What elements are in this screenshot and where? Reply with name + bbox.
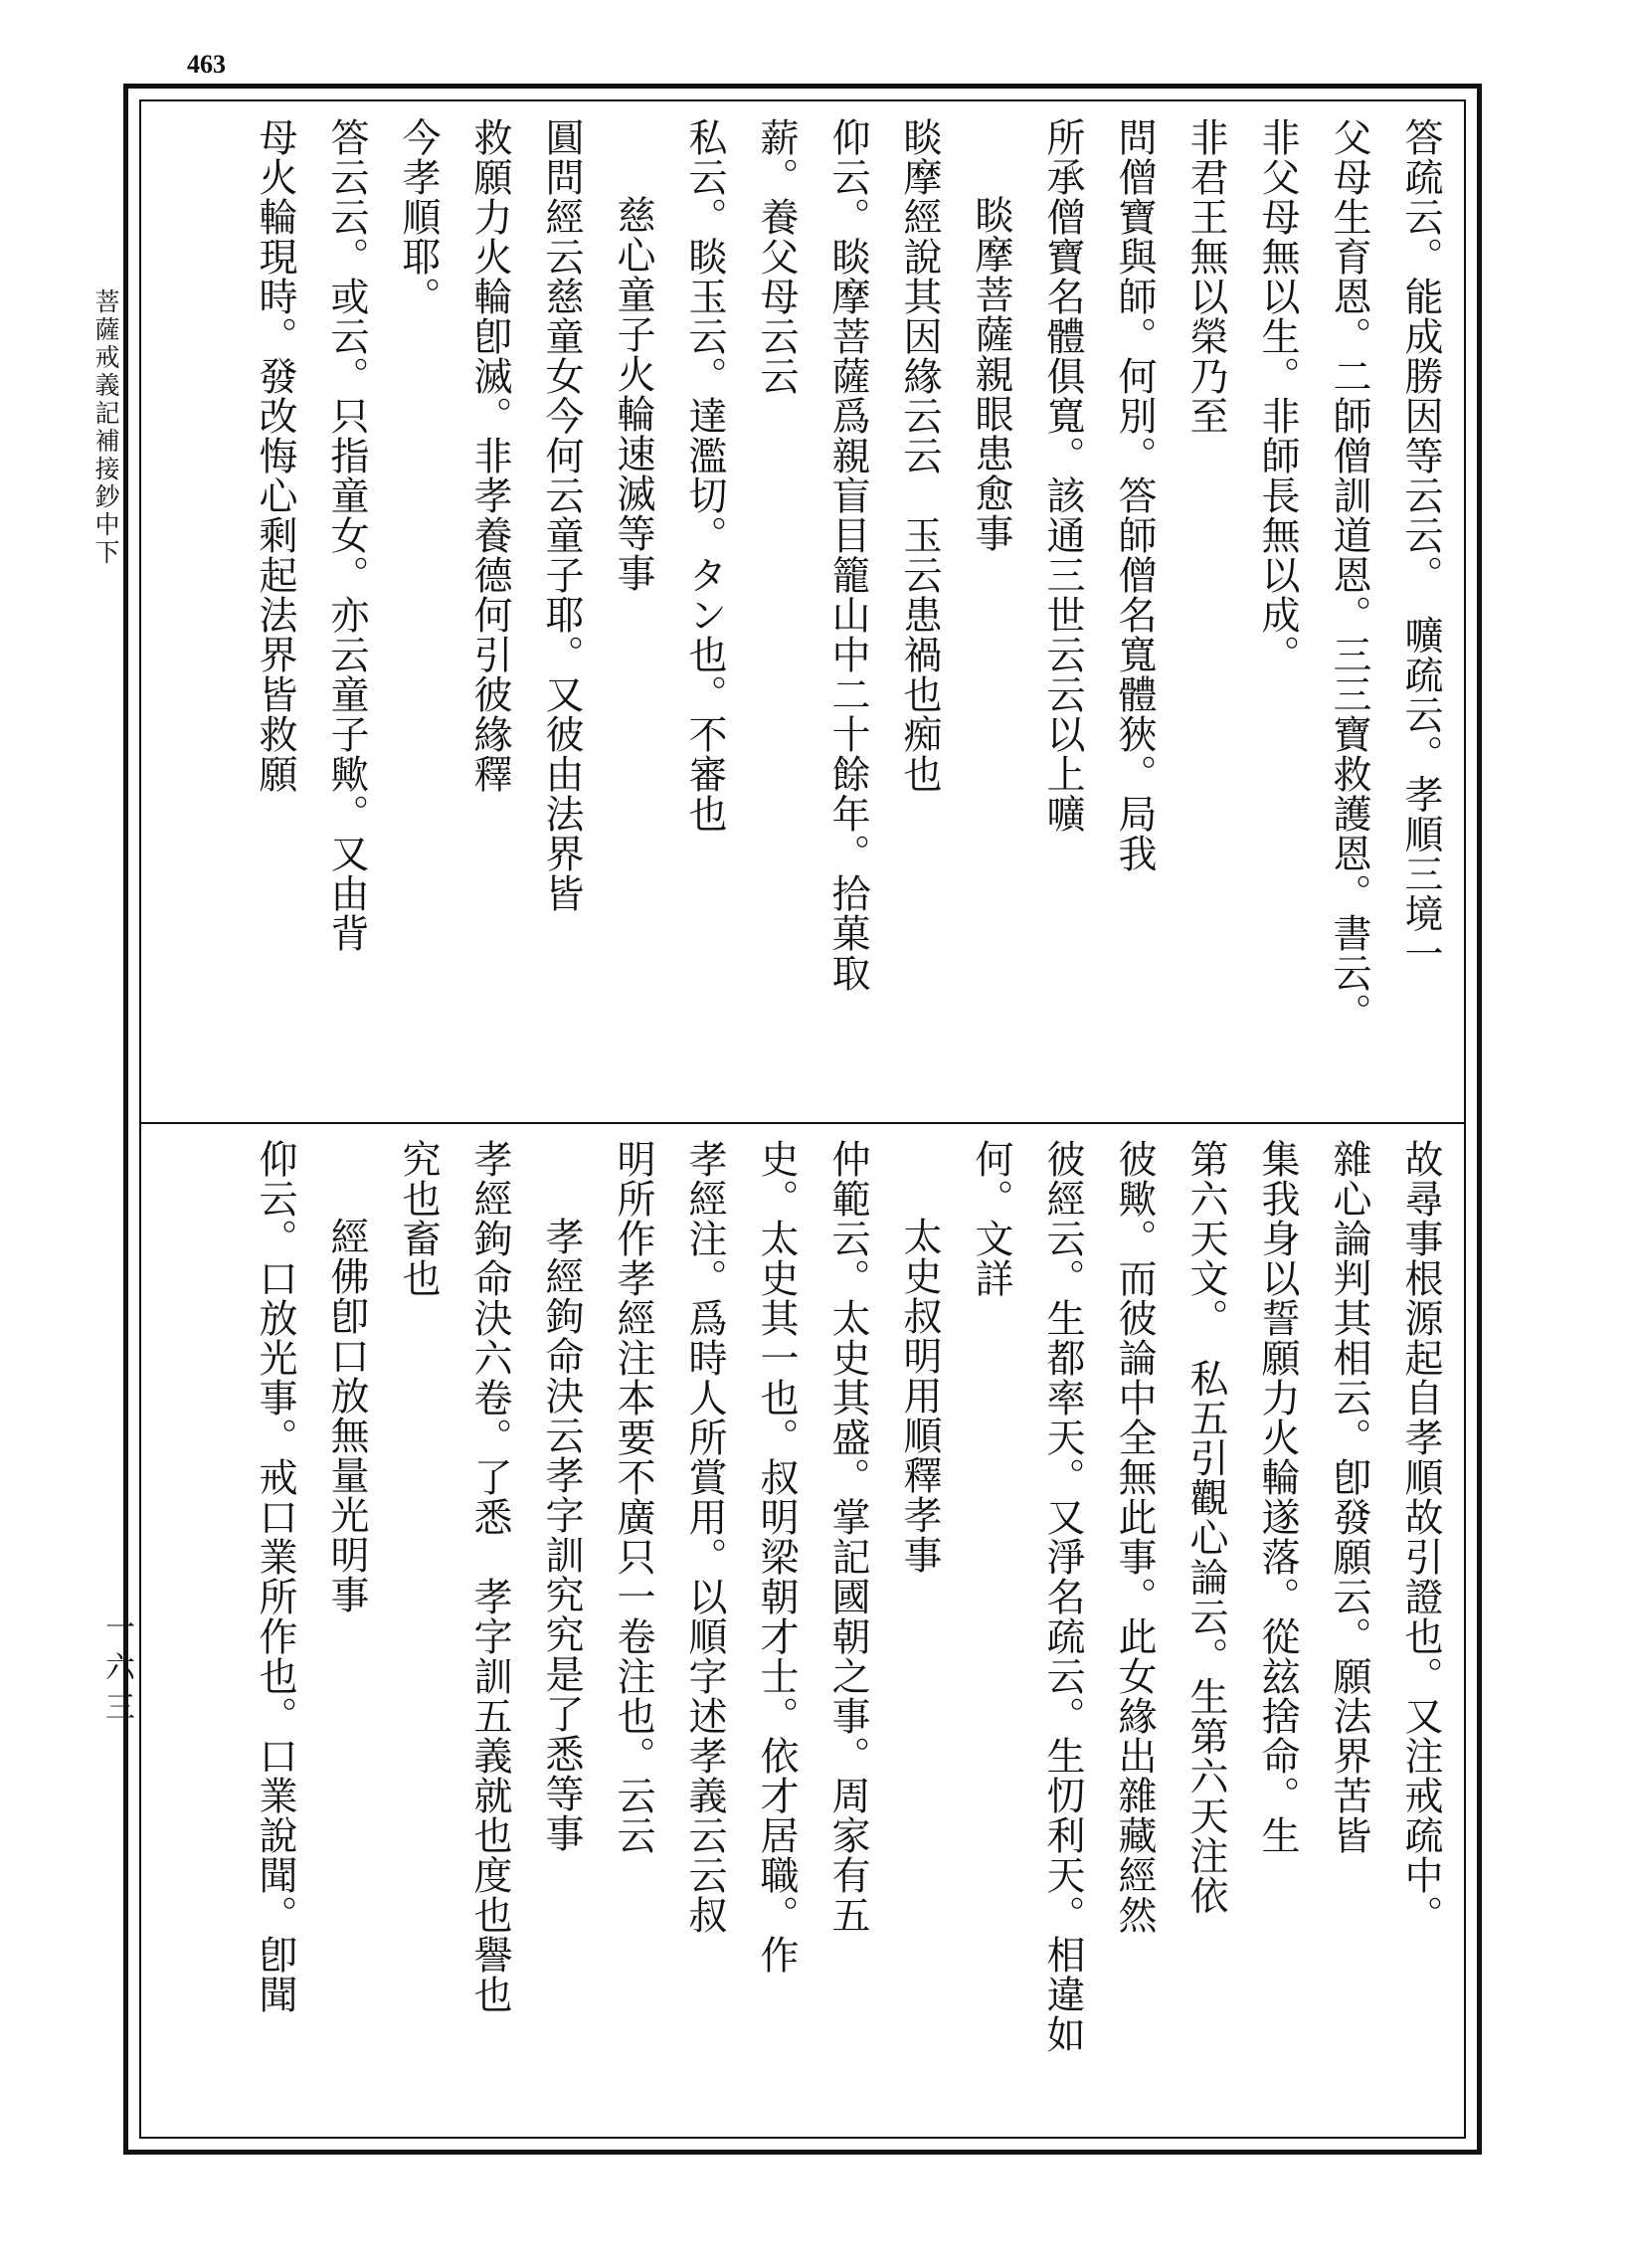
text-column: 何。文詳 bbox=[969, 1139, 1013, 1298]
text-column: 圓問經云慈童女今何云童子耶。又彼由法界皆 bbox=[539, 117, 584, 913]
text-column: 薪。養父母云云 bbox=[754, 117, 799, 396]
text-column: 今孝順耶。 bbox=[396, 117, 441, 316]
text-column: 彼歟。而彼論中全無此事。此女緣出雜藏經然 bbox=[1112, 1139, 1157, 1935]
text-column: 母火輪現時。發改悔心剩起法界皆救願 bbox=[253, 117, 297, 794]
text-column: 問僧寶與師。何別。答師僧名寬體狹。局我 bbox=[1112, 117, 1157, 873]
text-column: 仰云。口放光事。戒口業所作也。口業說聞。卽聞 bbox=[253, 1139, 297, 2014]
text-column: 孝經鉤命決六卷。了悉 孝字訓五義就也度也譽也 bbox=[467, 1139, 512, 2014]
text-column: 仲範云。太史其盛。掌記國朝之事。周家有五 bbox=[825, 1139, 870, 1935]
text-column: 非君王無以榮乃至 bbox=[1183, 117, 1228, 436]
text-column: 仰云。睒摩菩薩爲親盲目籠山中二十餘年。拾菓取 bbox=[825, 117, 870, 993]
section-heading: 慈心童子火輪速滅等事 bbox=[611, 195, 655, 593]
register-divider bbox=[139, 1122, 1466, 1124]
text-column: 明所作孝經注本要不廣只一卷注也。云云 bbox=[611, 1139, 655, 1855]
bottom-register bbox=[149, 1139, 1456, 2124]
text-column: 私云。睒玉云。達濫切。タン也。不審也 bbox=[682, 117, 727, 834]
text-column: 史。太史其一也。叔明梁朝才士。依才居職。作 bbox=[754, 1139, 799, 1975]
text-column: 所承僧寶名體俱寬。該通三世云云以上嚝 bbox=[1040, 117, 1085, 834]
text-column: 救願力火輪卽滅。非孝養德何引彼緣釋 bbox=[467, 117, 512, 794]
text-column: 答云云。或云。只指童女。亦云童子歟。又由背 bbox=[324, 117, 369, 953]
section-heading: 睒摩菩薩親眼患愈事 bbox=[969, 195, 1013, 553]
text-column: 父母生育恩。二師僧訓道恩。三三寶救護恩。書云。 bbox=[1327, 117, 1371, 1033]
text-column: 非父母無以生。非師長無以成。 bbox=[1255, 117, 1300, 674]
section-heading: 經佛卽口放無量光明事 bbox=[324, 1217, 369, 1614]
running-title: 菩薩戒義記補接鈔中下 bbox=[91, 288, 120, 567]
text-column: 彼經云。生都率天。又淨名疏云。生忉利天。相違如 bbox=[1040, 1139, 1085, 2054]
text-column: 集我身以誓願力火輪遂落。從玆捨命。生 bbox=[1255, 1139, 1300, 1855]
top-register bbox=[149, 117, 1456, 1107]
section-heading: 太史叔明用順釋孝事 bbox=[897, 1217, 942, 1575]
text-column: 答疏云。能成勝因等云云。 嚝疏云。孝順三境一 bbox=[1398, 117, 1443, 974]
text-column: 故尋事根源起自孝順故引證也。又注戒疏中。 bbox=[1398, 1139, 1443, 1935]
text-column: 孝經注。爲時人所賞用。以順字述孝義云云叔 bbox=[682, 1139, 727, 1935]
page-number: 463 bbox=[187, 50, 226, 79]
text-column: 雜心論判其相云。卽發願云。願法界苦皆 bbox=[1327, 1139, 1371, 1855]
text-column: 究也畜也 bbox=[396, 1139, 441, 1298]
section-heading: 孝經鉤命決云孝字訓究究是了悉等事 bbox=[539, 1217, 584, 1853]
text-column: 睒摩經說其因緣云云 玉云患禍也痴也 bbox=[897, 117, 942, 794]
text-column: 第六天文。 私五引觀心論云。生第六天注依 bbox=[1183, 1139, 1228, 1916]
folio-number: 一六三 bbox=[99, 1611, 134, 1731]
